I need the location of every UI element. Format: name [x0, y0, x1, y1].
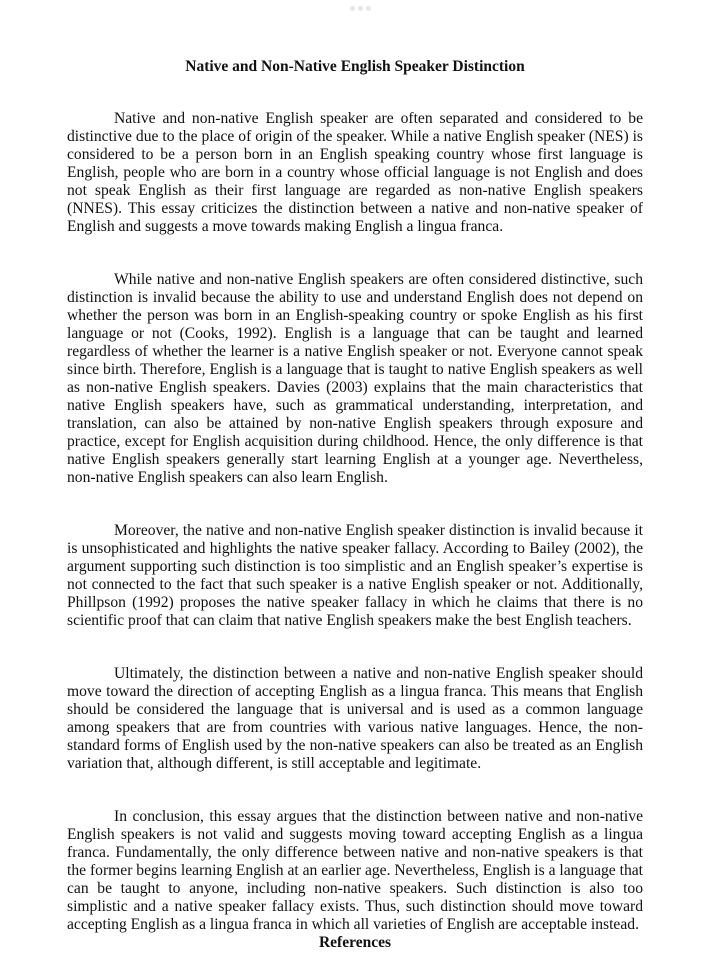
paragraph-introduction: Native and non-native English speaker are often separated and considered to be distinctive due to the place of origin of the speaker. While a native English speaker (NES) is considered to be a person born in an English speaking country whose first language is English, people who are born in a country whose official language is not English and does not speak English as their first language are regarded as non-native English speakers (NNES). This essay criticizes the distinction between a native and non-native speaker of English and suggests a move towards making English a lingua franca.: [67, 110, 643, 235]
document-page: [67, 57, 643, 952]
paragraph-body-3: Ultimately, the distinction between a native and non-native English speaker should move toward the direction of accepting English as a lingua franca. This means that English should be considered the language that is universal and is used as a common language among speakers that are from countries with various native languages. Hence, the non-standard forms of English used by the non-native speakers can also be treated as an English variation that, although different, is still acceptable and legitimate.: [67, 665, 643, 772]
dot-icon: [366, 6, 371, 11]
dot-icon: [358, 6, 363, 11]
references-heading: References: [318, 934, 391, 951]
dot-icon: [350, 6, 355, 11]
paragraph-conclusion: In conclusion, this essay argues that the distinction between native and non-native English speakers is not valid and suggests moving toward accepting English as a lingua franca. Fundamentally, the only difference between native and non-native speakers is that the former begins learning English at an earlier age. Nevertheless, English is a language that can be taught to anyone, including non-native speakers. Such distinction is also too simplistic and a native speaker fallacy exists. Thus, such distinction should move toward accepting English as a lingua franca in which all varieties of English are acceptable instead.: [67, 808, 643, 933]
document-title: Native and Non-Native English Speaker Distinction: [185, 58, 525, 75]
page-handle-dots[interactable]: [0, 6, 720, 11]
paragraph-body-1: While native and non-native English speakers are often considered distinctive, such distinction is invalid because the ability to use and understand English does not depend on whether the person was born in an English-speaking country or spoke English as his first language or not (Cooks, 1992). English is a language that can be taught and learned regardless of whether the learner is a native English speaker or not. Everyone cannot speak since birth. Therefore, English is a language that is taught to native English speakers as well as non-native English speakers. Davies (2003) explains that the main characteristics that native English speakers have, such as grammatical understanding, interpretation, and translation, can also be attained by non-native English speakers through exposure and practice, except for English acquisition during childhood. Hence, the only difference is that native English speakers generally start learning English at a younger age. Nevertheless, non-native English speakers can also learn English.: [67, 271, 643, 486]
paragraph-body-2: Moreover, the native and non-native English speaker distinction is invalid because it is unsophisticated and highlights the native speaker fallacy. According to Bailey (2002), the argument supporting such distinction is too simplistic and an English speaker’s expertise is not connected to the fact that such speaker is a native English speaker or not. Additionally, Phillpson (1992) proposes the native speaker fallacy in which he claims that there is no scientific proof that can claim that native English speakers make the best English teachers.: [67, 522, 643, 629]
